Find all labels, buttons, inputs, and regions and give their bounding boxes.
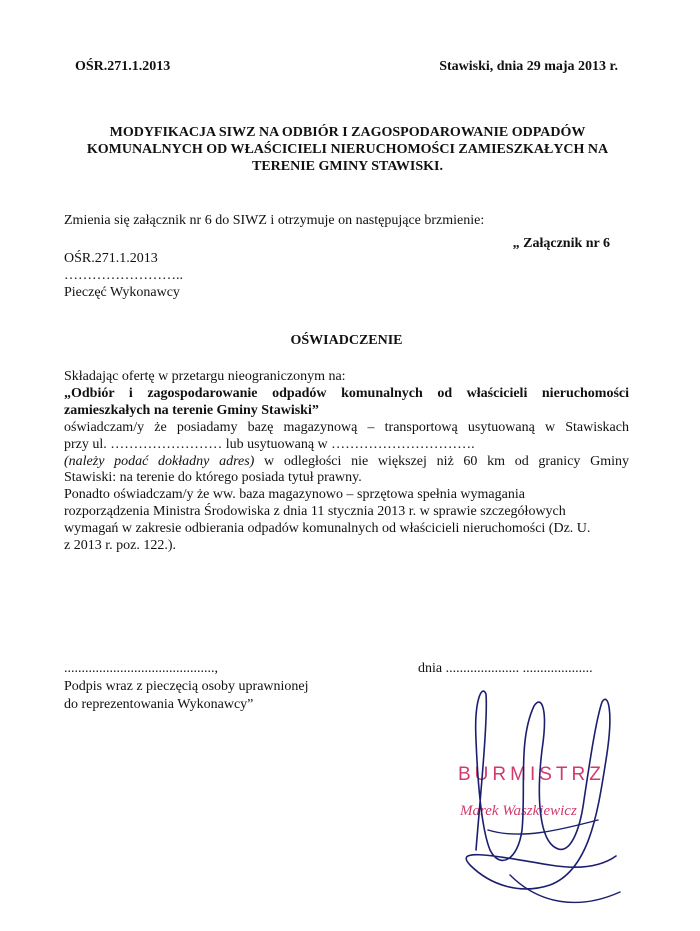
body-line-8: Ponadto oświadczam/y że ww. baza magazynowo – sprzętowa spełnia wymagania	[64, 487, 525, 503]
signature-flourish	[488, 820, 620, 902]
document-title	[65, 124, 630, 175]
body-line-3: zamieszkałych na terenie Gminy Stawiski”	[64, 402, 319, 418]
contractor-stamp-label: Pieczęć Wykonawcy	[64, 285, 180, 300]
stamp-title: BURMISTRZ	[458, 764, 605, 785]
stamp-name: Marek Waszkiewicz	[460, 803, 577, 819]
address-note: (należy podać dokładny adres)	[64, 453, 255, 469]
signature-label-2: do reprezentowania Wykonawcy”	[64, 697, 254, 712]
body-line-4: oświadczam/y że posiadamy bazę magazynową – transportową usytuowaną w Stawiskach	[64, 419, 629, 435]
body-line-7: Stawiski: na terenie do którego posiada tytuł prawny.	[64, 470, 362, 486]
body-line-1: Składając ofertę w przetargu nieograniczonym na:	[64, 369, 346, 384]
official-stamp-and-signature	[430, 680, 630, 920]
distance-text: w odległości nie większej niż 60 km od granicy Gminy	[254, 453, 629, 469]
signature-dots: ...........................................,	[64, 661, 218, 676]
case-number: OŚR.271.1.2013	[75, 59, 171, 74]
title-line-1: MODYFIKACJA SIWZ NA ODBIÓR I ZAGOSPODAROWANIE ODPADÓW	[109, 125, 586, 140]
annex-label: „ Załącznik nr 6	[512, 236, 610, 251]
body-line-5: przy ul. …………………… lub usytuowaną w ………………………….	[64, 436, 475, 452]
statement-heading: OŚWIADCZENIE	[290, 333, 403, 348]
handwritten-signature	[466, 691, 616, 889]
body-line-6	[64, 454, 629, 471]
body-line-11: z 2013 r. poz. 122.).	[64, 538, 176, 554]
contractor-case-number: OŚR.271.1.2013	[64, 251, 158, 266]
intro-text: Zmienia się załącznik nr 6 do SIWZ i otrzymuje on następujące brzmienie:	[64, 213, 485, 228]
body-line-10: wymagań w zakresie odbierania odpadów komunalnych od właścicieli nieruchomości (Dz. U.	[64, 521, 591, 537]
statement-body	[64, 369, 629, 555]
title-line-2: KOMUNALNYCH OD WŁAŚCICIELI NIERUCHOMOŚCI ZAMIESZKAŁYCH NA	[86, 142, 609, 157]
body-line-9: rozporządzenia Ministra Środowiska z dnia 11 stycznia 2013 r. w sprawie szczegółowych	[64, 504, 566, 520]
place-and-date: Stawiski, dnia 29 maja 2013 r.	[439, 59, 618, 74]
body-line-2: „Odbiór i zagospodarowanie odpadów komunalnych od właścicieli nieruchomości	[64, 385, 629, 401]
contractor-dots: ……………………..	[64, 268, 183, 283]
title-line-3: TERENIE GMINY STAWISKI.	[252, 159, 443, 174]
date-dots: dnia ..................... ....................	[418, 661, 593, 676]
signature-label-1: Podpis wraz z pieczęcią osoby uprawnionej	[64, 679, 309, 694]
